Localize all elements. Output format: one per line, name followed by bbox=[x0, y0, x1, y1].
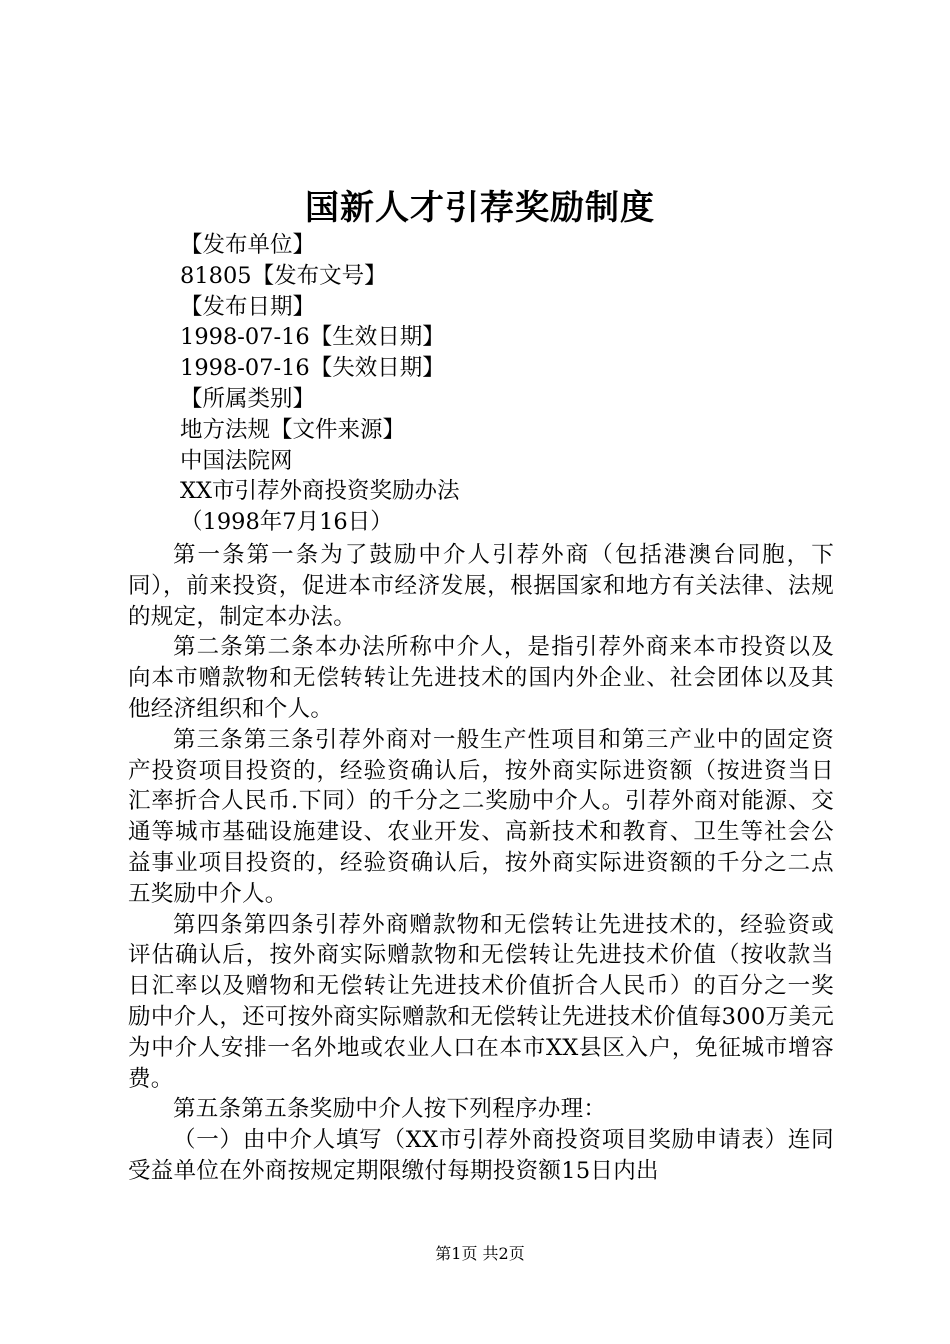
page-footer: 第1页 共2页 bbox=[435, 1244, 525, 1263]
paragraph: 第四条第四条引荐外商赠款物和无偿转让先进技术的，经验资或评估确认后，按外商实际赠款物和无偿转让先进技术价值（按收款当日汇率以及赠物和无偿转让先进技术价值折合人民币）的百分之一奖励中介人，还可按外商实际赠款和无偿转让先进技术价值每300万美元为中介人安排一名外地或农业人口在本市XX县区入户，免征城市增容费。 bbox=[128, 911, 834, 1092]
meta-line: 【发布单位】 bbox=[180, 232, 316, 258]
meta-line: XX市引荐外商投资奖励办法 bbox=[180, 478, 460, 505]
paragraph: （一）由中介人填写（XX市引荐外商投资项目奖励申请表）连同受益单位在外商按规定期限缴付每期投资额15日内出 bbox=[128, 1127, 834, 1184]
document-meta bbox=[180, 230, 460, 538]
paragraph: 第五条第五条奖励中介人按下列程序办理： bbox=[173, 1096, 607, 1123]
paragraph: 第一条第一条为了鼓励中介人引荐外商（包括港澳台同胞，下同），前来投资，促进本市经济发展，根据国家和地方有关法律、法规的规定，制定本办法。 bbox=[128, 542, 834, 630]
meta-line: 1998-07-16【失效日期】 bbox=[180, 355, 445, 382]
meta-line: （1998年7月16日） bbox=[180, 509, 393, 536]
paragraph: 第三条第三条引荐外商对一般生产性项目和第三产业中的固定资产投资项目投资的，经验资确认后，按外商实际进资额（按进资当日汇率折合人民币.下同）的千分之二奖励中介人。引荐外商对能源、交通等城市基础设施建设、农业开发、高新技术和教育、卫生等社会公益事业项目投资的，经验资确认后，按外商实际进资额的千分之二点五奖励中介人。 bbox=[128, 726, 834, 907]
document-body bbox=[128, 540, 834, 1187]
meta-line: 【发布日期】 bbox=[180, 293, 316, 320]
meta-line: 【所属类别】 bbox=[180, 385, 316, 412]
meta-line: 1998-07-16【生效日期】 bbox=[180, 324, 445, 351]
document-title: 国新人才引荐奖励制度 bbox=[305, 188, 655, 228]
meta-line: 81805【发布文号】 bbox=[180, 262, 387, 289]
meta-line: 中国法院网 bbox=[180, 447, 293, 474]
paragraph: 第二条第二条本办法所称中介人，是指引荐外商来本市投资以及向本市赠款物和无偿转转让先进技术的国内外企业、社会团体以及其他经济组织和个人。 bbox=[128, 634, 834, 722]
meta-line: 地方法规【文件来源】 bbox=[180, 416, 406, 443]
